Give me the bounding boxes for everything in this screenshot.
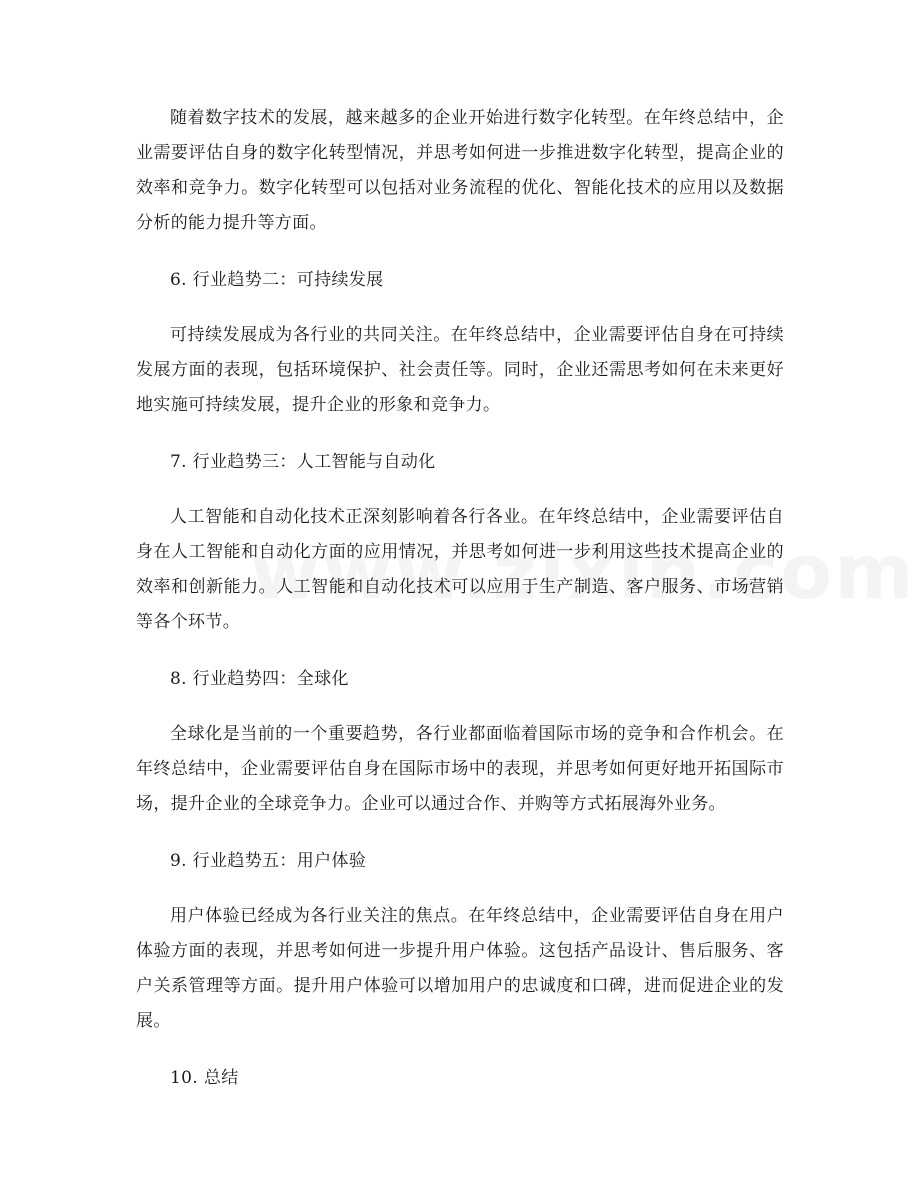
heading-user-experience: 9. 行业趋势五：用户体验	[170, 851, 367, 871]
paragraph-globalization: 全球化是当前的一个重要趋势，各行业都面临着国际市场的竞争和合作机会。在年终总结中，企业需要评估自身在国际市场中的表现，并思考如何更好地开拓国际市场，提升企业的全球竞争力。企业可以通过合作、并购等方式拓展海外业务。	[136, 724, 784, 814]
heading-ai-automation: 7. 行业趋势三：人工智能与自动化	[170, 452, 436, 472]
heading-summary: 10. 总结	[170, 1068, 239, 1088]
document-body	[136, 101, 784, 1096]
paragraph-ai-automation: 人工智能和自动化技术正深刻影响着各行各业。在年终总结中，企业需要评估自身在人工智能和自动化方面的应用情况，并思考如何进一步利用这些技术提高企业的效率和创新能力。人工智能和自动化技术可以应用于生产制造、客户服务、市场营销等各个环节。	[136, 507, 784, 632]
heading-globalization: 8. 行业趋势四：全球化	[170, 669, 349, 689]
paragraph-sustainable-development: 可持续发展成为各行业的共同关注。在年终总结中，企业需要评估自身在可持续发展方面的表现，包括环境保护、社会责任等。同时，企业还需思考如何在未来更好地实施可持续发展，提升企业的形象和竞争力。	[136, 325, 784, 415]
paragraph-user-experience: 用户体验已经成为各行业关注的焦点。在年终总结中，企业需要评估自身在用户体验方面的表现，并思考如何进一步提升用户体验。这包括产品设计、售后服务、客户关系管理等方面。提升用户体验可以增加用户的忠诚度和口碑，进而促进企业的发展。	[136, 906, 784, 1031]
heading-sustainable-development: 6. 行业趋势二：可持续发展	[170, 270, 384, 290]
paragraph-digital-transformation: 随着数字技术的发展，越来越多的企业开始进行数字化转型。在年终总结中，企业需要评估自身的数字化转型情况，并思考如何进一步推进数字化转型，提高企业的效率和竞争力。数字化转型可以包括对业务流程的优化、智能化技术的应用以及数据分析的能力提升等方面。	[136, 108, 784, 233]
